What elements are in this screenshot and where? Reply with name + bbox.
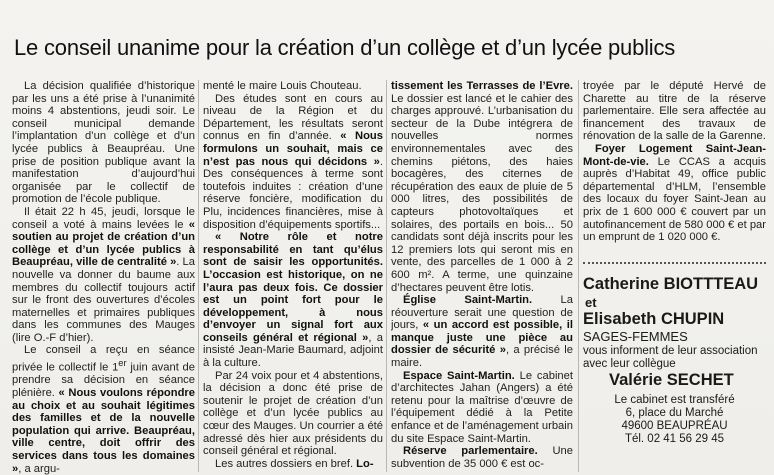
column-rule <box>386 80 387 472</box>
paragraph <box>203 93 383 232</box>
profession: SAGES-FEMMES <box>583 329 688 344</box>
quote: « soutien au projet de création d’un collège et d’un lycée publics à Beaupréau, ville de centralité » <box>12 218 195 269</box>
article-column-3 <box>391 80 573 475</box>
advertisement <box>583 275 766 470</box>
quote: « un accord est possible, il manque juste une pièce au dossier de sécurité » <box>391 319 573 357</box>
paragraph-text: , a précisé le maire. <box>391 344 573 370</box>
paragraph: troyée par le député Hervé de Charette au titre de la réserve parlementaire. Elle sera affectée au financement des travaux de rénovation de la salle de la Garenne. <box>583 80 766 143</box>
advertiser-name: Catherine BIOTTTEAU <box>583 275 759 293</box>
quote: « Nous formulons un souhait, mais ce n’est pas nous qui décidons » <box>203 130 383 168</box>
conjunction: et <box>585 295 597 310</box>
subhead: Espace Saint-Martin. <box>403 369 515 382</box>
paragraph <box>12 206 195 345</box>
paragraph-text: Des études sont en cours au niveau de la Région et du Département, les résultats seront connus en fin d’année. <box>203 92 383 143</box>
advertiser-name: Valérie SECHET <box>609 371 734 389</box>
subhead: Réserve parlementaire. <box>403 445 538 458</box>
paragraph-text: . Des conséquences à terme sont toutefois induites : création d’une réserve foncière, modification du Plu, incidences financières, mise à disposition d’équipements sportifs... <box>203 155 383 231</box>
ad-line: Le cabinet est transféré <box>614 394 735 406</box>
subhead: Église Saint-Martin. <box>403 294 533 307</box>
paragraph-text: Le dossier est lancé et le cahier des charges approuvé. L’urbanisation du secteur de la Dube intégrera de nouvelles normes environnementales avec des chemins piétons, des haies bocagères, des citernes de récupération des eaux de pluie de 5 000 litres, des possibilités de capteurs photovoltaïques et solaires, des portails en bois... 50 candidats sont déjà inscrits pour les 12 premiers lots qui seront mis en vente, des parcelles de 1 000 à 2 600 m². A terme, une quinzaine d’hectares peuvent être lotis. <box>391 92 573 294</box>
paragraph <box>391 294 573 370</box>
paragraph-text: Une subvention de 35 000 € est oc- <box>391 445 573 470</box>
section-divider <box>583 262 766 264</box>
paragraph-text: La réouverture serait une question de jours, <box>391 294 573 332</box>
subhead: Lo- <box>356 457 374 470</box>
advertiser-name: Elisabeth CHUPIN <box>583 310 725 328</box>
quote: « Nous voulons répondre au choix et au souhait légitimes des familles et de la nouvelle population qui arrive. Beaupréau, ville centre, doit offrir des services dans tous les domaines » <box>12 386 195 475</box>
superscript: er <box>118 358 127 369</box>
ad-address: 6, place du Marché <box>625 407 724 419</box>
paragraph-text: Le CCAS a acquis auprès d’Habitat 49, office public départemental d’HLM, l’ensemble des locaux du foyer Saint-Jean au prix de 1 600 000 € couvert par un autofinancement de 580 000 € et par un emprunt de 1 020 000 €. <box>583 155 766 244</box>
paragraph <box>583 143 766 244</box>
column-rule <box>578 80 579 472</box>
paragraph-text: . La nouvelle va donner du baume aux membres du collectif toujours actif sur le front des ouvertures d’écoles maternelles et primaires publiques dans les communes des Mauges (lire O.-F d’hier). <box>12 256 195 344</box>
quote: « Notre rôle et notre responsabilité en tant qu’élus sont de saisir les opportunités. L’occasion est historique, on ne l’aura pas deux fois. Ce dossier est un point fort pour le développement, à nous d’envoyer un signal fort aux conseils général et régional » <box>203 231 383 344</box>
paragraph-text: Il était 22 h 45, jeudi, lorsque le conseil a voté à mains levées le <box>12 205 195 231</box>
paragraph-text: Le conseil a reçu en séance privée le collectif le 1 <box>12 344 195 374</box>
paragraph-text: Les autres dossiers en bref. <box>215 457 357 470</box>
paragraph <box>12 344 195 475</box>
paragraph <box>391 370 573 446</box>
subhead: Foyer Logement Saint-Jean-Mont-de-vie. <box>583 142 766 168</box>
show-through-text <box>0 0 774 30</box>
paragraph <box>391 445 573 470</box>
headline: Le conseil unanime pour la création d’un collège et d’un lycée publics <box>14 35 676 60</box>
paragraph: Par 24 voix pour et 4 abstentions, la décision a donc été prise de soutenir le projet de création d’un collège et d’un lycée publics au cœur des Mauges. Un courrier a été adressé dès hier aux présidents du conseil général et régional. <box>203 369 383 458</box>
paragraph <box>203 231 383 370</box>
article-column-1 <box>12 80 195 475</box>
ad-city: 49600 BEAUPRÉAU <box>621 420 728 432</box>
paragraph-text: , a insisté Jean-Marie Baumard, adjoint à la culture. <box>203 331 383 370</box>
article-column-2 <box>203 80 383 475</box>
column-rule <box>198 80 199 472</box>
paragraph: La décision qualifiée d’historique par les uns a été prise à l’unanimité moins 4 abstentions, jeudi soir. Le conseil municipal demande l’implantation d’un collège et d’un lycée publics à Beaupréau. Une prise de position publique avant la manifestation d’aujourd’hui organisée par le collectif de promotion de l’école publique. <box>12 80 195 206</box>
subhead: tissement les Terrasses de l’Evre. <box>391 80 573 92</box>
paragraph-text: juin avant de prendre sa décision en séance plénière. <box>12 361 195 399</box>
ad-message: vous informent de leur association avec leur collègue <box>583 345 758 370</box>
paragraph-text: Le cabinet d’architectes Jahan (Angers) a été retenu pour la maîtrise d’œuvre de l’équipement dédié à la Petite enfance et de l’aménagement urbain du site Espace Saint-Martin. <box>391 369 573 445</box>
paragraph: menté le maire Louis Chouteau. <box>203 80 362 92</box>
paragraph <box>391 80 573 294</box>
ad-phone: Tél. 02 41 56 29 45 <box>624 433 725 445</box>
paragraph <box>203 458 383 471</box>
paragraph-text: , a argu- <box>18 462 60 475</box>
article-column-4 <box>583 80 766 262</box>
